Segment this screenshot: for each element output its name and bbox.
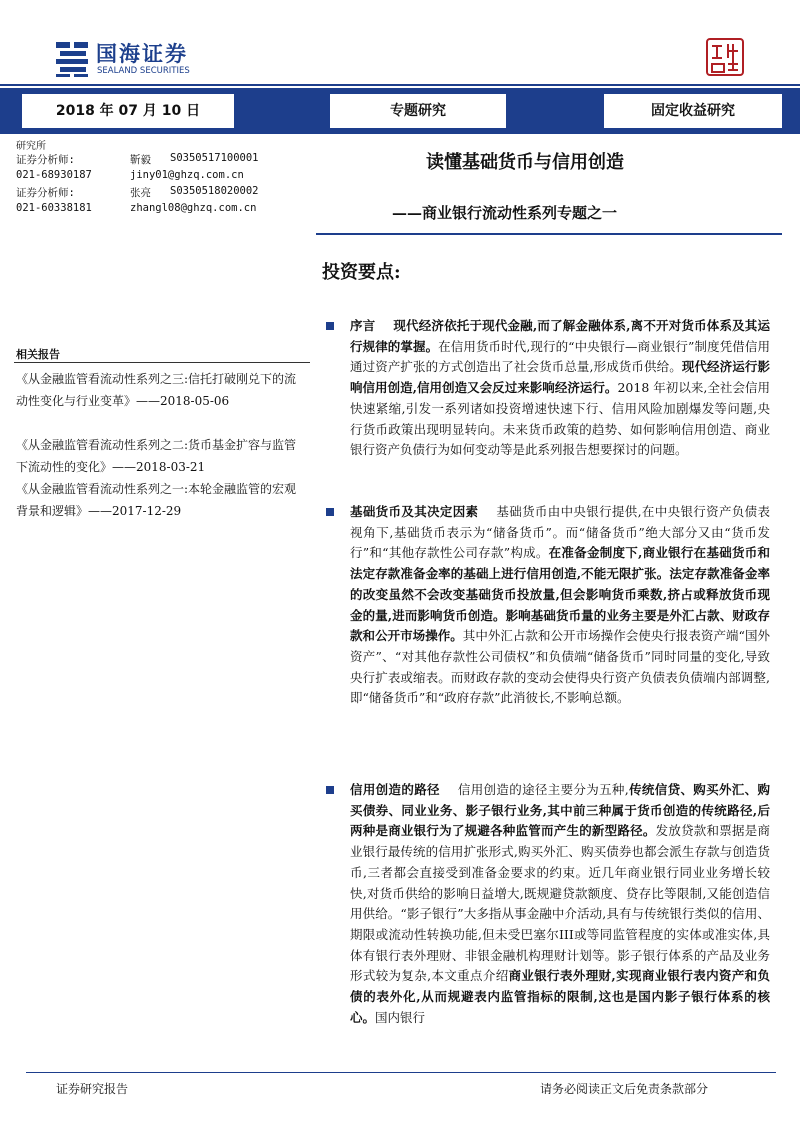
key-point-paragraph: 序言 现代经济依托于现代金融,而了解金融体系,离不开对货币体系及其运行规律的掌握。在信用货币时代,现行的“中央银行—商业银行”制度凭借信用通过资产扩张的方式创造出了社会货币总量,形成货币供给。现代经济运行影响信用创造,信用创造又会反过来影响经济运行。2018 年初以来,全社会信用快速紧缩,引发一系列诸如投资增速快速下行、信用风险加剧爆发等问题,央行货币政策出现明显转向。未来货币政策的趋势、如何影响信用创造、商业银行资产负债行为如何变动等是此系列报告想要探讨的问题。 [350, 318, 771, 458]
report-category: 固定收益研究 [651, 103, 735, 119]
key-point-label: 基础货币及其决定因素 [350, 504, 479, 519]
analyst-role: 证券分析师: [16, 154, 75, 166]
sealand-logo-icon [56, 40, 92, 78]
analyst-id: S0350517100001 [170, 152, 259, 164]
related-report-item[interactable]: 《从金融监管看流动性系列之三:信托打破刚兑下的流动性变化与行业变革》——2018-05-06 [16, 372, 297, 408]
footer-divider [26, 1072, 776, 1073]
key-point-paragraph: 信用创造的路径 信用创造的途径主要分为五种,传统信贷、购买外汇、购买债券、同业业务、影子银行业务,其中前三种属于货币创造的传统路径,后两种是商业银行为了规避各种监管而产生的新型路径。发放贷款和票据是商业银行最传统的信用扩张形式,购买外汇、购买债券也都会派生存款与创造货币,三者都会直接受到准备金要求的约束。近几年商业银行同业业务增长较快,对货币供给的影响日益增大,既规避贷款额度、贷存比等限制,又能创造信用供给。“影子银行”大多指从事金融中介活动,具有与传统银行类似的信用、期限或流动性转换功能,但未受巴塞尔III或等同监管程度的实体或准实体,具体有银行表外理财、非银金融机构理财计划等。影子银行体系的产品及业务形式较为复杂,本文重点介绍商业银行表外理财,实现商业银行表内资产和负债的表外化,从而规避表内监管指标的限制,这也是国内影子银行体系的核心。国内银行 [350, 782, 770, 1025]
related-report-item[interactable]: 《从金融监管看流动性系列之二:货币基金扩容与监管下流动性的变化》——2018-03-21 [16, 438, 297, 474]
company-logo [56, 40, 224, 80]
analyst-id: S0350518020002 [170, 185, 259, 197]
report-type: 专题研究 [390, 103, 446, 119]
related-reports-heading: 相关报告 [16, 348, 60, 361]
related-divider [14, 362, 310, 363]
report-subtitle: ——商业银行流动性系列专题之一 [392, 204, 618, 222]
institute-label: 研究所 [16, 141, 46, 152]
related-report-item[interactable]: 《从金融监管看流动性系列之一:本轮金融监管的宏观背景和逻辑》——2017-12-29 [16, 482, 297, 518]
analyst-row [16, 152, 259, 167]
key-point-label: 序言 [350, 318, 376, 333]
analyst-phone: 021-60338181 [16, 202, 92, 214]
analyst-name: 张亮 [130, 187, 151, 199]
bullet-icon [326, 322, 334, 330]
title-divider [316, 233, 782, 235]
bullet-icon [326, 786, 334, 794]
header-divider [0, 84, 800, 86]
footer-disclaimer[interactable]: 请务必阅读正文后免责条款部分 [540, 1082, 709, 1096]
analyst-email: jiny01@ghzq.com.cn [130, 169, 244, 181]
title-bar [0, 88, 800, 134]
footer-left-text: 证券研究报告 [56, 1082, 129, 1096]
bullet-icon [326, 508, 334, 516]
key-point-label: 信用创造的路径 [350, 782, 440, 797]
report-date: 2018 年 07 月 10 日 [55, 103, 201, 119]
analyst-phone: 021-68930187 [16, 169, 92, 181]
analyst-row [16, 185, 259, 200]
analyst-contact-row [16, 169, 244, 181]
logo-english-name: SEALAND SECURITIES [97, 66, 190, 76]
analyst-name: 靳毅 [130, 154, 151, 166]
report-title: 读懂基础货币与信用创造 [426, 152, 624, 173]
logo-chinese-name: 国海证券 [96, 42, 188, 66]
key-point-paragraph: 基础货币及其决定因素 基础货币由中央银行提供,在中央银行资产负债表视角下,基础货币表示为“储备货币”。而“储备货币”绝大部分又由“货币发行”和“其他存款性公司存款”构成。在准备金制度下,商业银行在基础货币和法定存款准备金率的基础上进行信用创造,不能无限扩张。法定存款准备金率的改变虽然不会改变基础货币投放量,但会影响货币乘数,挤占或释放货币现金的量,进而影响货币创造。影响基础货币量的业务主要是外汇占款、财政存款和公开市场操作。其中外汇占款和公开市场操作会使央行报表资产端“国外资产”、“对其他存款性公司债权”和负债端“储备货币”同时同量的变化,导致央行扩表或缩表。而财政存款的变动会使得央行资产负债表负债端内部调整,即“储备货币”和“政府存款”此消彼长,不影响总额。 [350, 504, 770, 706]
analyst-contact-row [16, 202, 257, 214]
research-seal-icon [706, 38, 744, 76]
analyst-email: zhangl08@ghzq.com.cn [130, 202, 257, 214]
analyst-role: 证券分析师: [16, 187, 75, 199]
key-points-heading: 投资要点: [322, 262, 401, 283]
